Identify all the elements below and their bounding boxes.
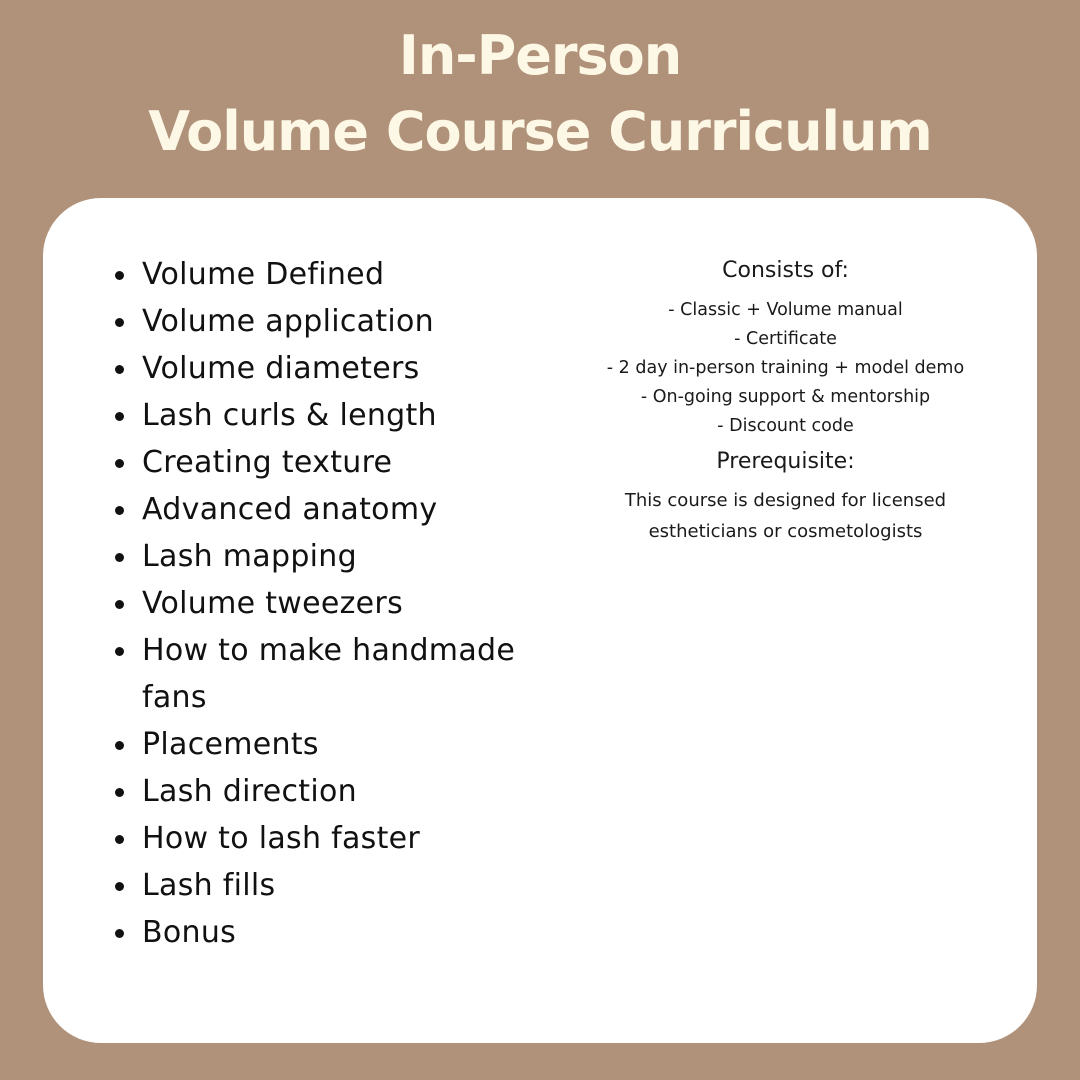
curriculum-item: How to make handmade fans	[115, 627, 575, 721]
consists-of-item: - Classic + Volume manual	[668, 300, 903, 320]
curriculum-item: Lash fills	[115, 862, 575, 909]
course-details	[573, 256, 998, 547]
curriculum-item: How to lash faster	[115, 815, 575, 862]
consists-of-item: - Certificate	[734, 329, 837, 349]
consists-of-list	[573, 296, 998, 441]
curriculum-card	[43, 198, 1037, 1043]
curriculum-item: Lash direction	[115, 768, 575, 815]
curriculum-item: Placements	[115, 721, 575, 768]
curriculum-item: Volume tweezers	[115, 580, 575, 627]
consists-of-item: - On-going support & mentorship	[640, 387, 931, 407]
curriculum-item: Lash mapping	[115, 533, 575, 580]
curriculum-item: Volume diameters	[115, 345, 575, 392]
consists-of-item: - Discount code	[717, 416, 854, 436]
curriculum-item: Volume Defined	[115, 251, 575, 298]
page-title	[0, 22, 1080, 172]
curriculum-item: Volume application	[115, 298, 575, 345]
prerequisite-heading: Prerequisite:	[716, 449, 855, 474]
curriculum-list	[115, 251, 575, 956]
title-line-1: In-Person	[398, 24, 682, 87]
consists-of-heading: Consists of:	[722, 258, 849, 283]
curriculum-item: Advanced anatomy	[115, 486, 575, 533]
consists-of-item: - 2 day in-person training + model demo	[606, 358, 965, 378]
prerequisite-text: This course is designed for licensed estheticians or cosmetologists	[624, 490, 947, 542]
title-line-2: Volume Course Curriculum	[148, 100, 932, 163]
curriculum-item: Lash curls & length	[115, 392, 575, 439]
curriculum-item: Creating texture	[115, 439, 575, 486]
curriculum-item: Bonus	[115, 909, 575, 956]
